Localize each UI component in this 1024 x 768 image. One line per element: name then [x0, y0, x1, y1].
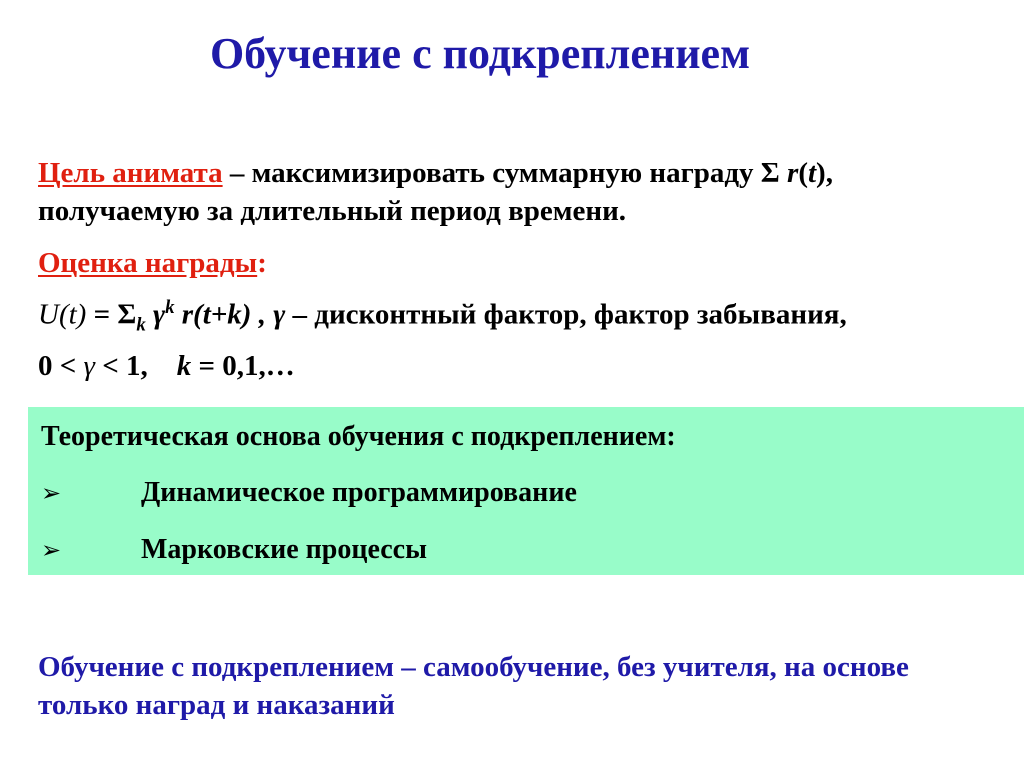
goal-line-1 [38, 157, 833, 190]
arrow-bullet-icon: ➢ [41, 479, 62, 507]
slide-title: Обучение с подкреплением [209, 29, 751, 78]
formula-paren-t: (t) [58, 298, 87, 331]
reward-label: Оценка награды [38, 247, 258, 279]
constraint-zero: 0 [38, 350, 60, 382]
goal-t: t [807, 157, 817, 189]
formula-gamma-power: k [165, 297, 175, 318]
theory-item-label: Динамическое программирование [141, 477, 577, 508]
formula-sum-index: k [136, 314, 146, 336]
formula-gamma-def: , γ [251, 298, 286, 331]
constraint-gamma: γ [83, 350, 103, 382]
theory-box [28, 407, 1024, 575]
utility-formula [38, 297, 847, 336]
formula-r: r [174, 298, 194, 331]
gamma-constraint [38, 350, 295, 383]
formula-sum: = Σ [86, 298, 137, 331]
goal-text: – максимизировать суммарную награду Σ [222, 157, 788, 189]
constraint-k: k [147, 350, 192, 382]
formula-description: – дисконтный фактор, фактор забывания, [285, 298, 847, 331]
reward-colon: : [257, 247, 267, 279]
constraint-k-values: = 0,1,… [191, 350, 295, 382]
formula-gamma: γ [145, 298, 166, 331]
theory-item-markov-processes [41, 534, 427, 566]
constraint-lt-1: < [59, 350, 84, 382]
theory-heading: Теоретическая основа обучения с подкреплением: [41, 421, 676, 452]
arrow-bullet-icon: ➢ [41, 536, 62, 564]
constraint-lt-2: < 1, [102, 350, 148, 382]
footer-summary: Обучение с подкреплением – самообучение, без учителя, на основе только наград и наказаний [38, 651, 909, 721]
goal-label: Цель анимата [38, 157, 223, 189]
goal-r: r [787, 157, 799, 189]
reward-heading [38, 247, 267, 280]
goal-paren-open: ( [798, 157, 808, 189]
formula-args: (t+k) [193, 298, 252, 331]
goal-paren-close: ), [816, 157, 833, 189]
goal-line-2: получаемую за длительный период времени. [38, 195, 627, 227]
theory-item-label: Марковские процессы [141, 534, 427, 565]
theory-item-dynamic-programming [41, 477, 577, 509]
formula-U: U [38, 298, 59, 331]
